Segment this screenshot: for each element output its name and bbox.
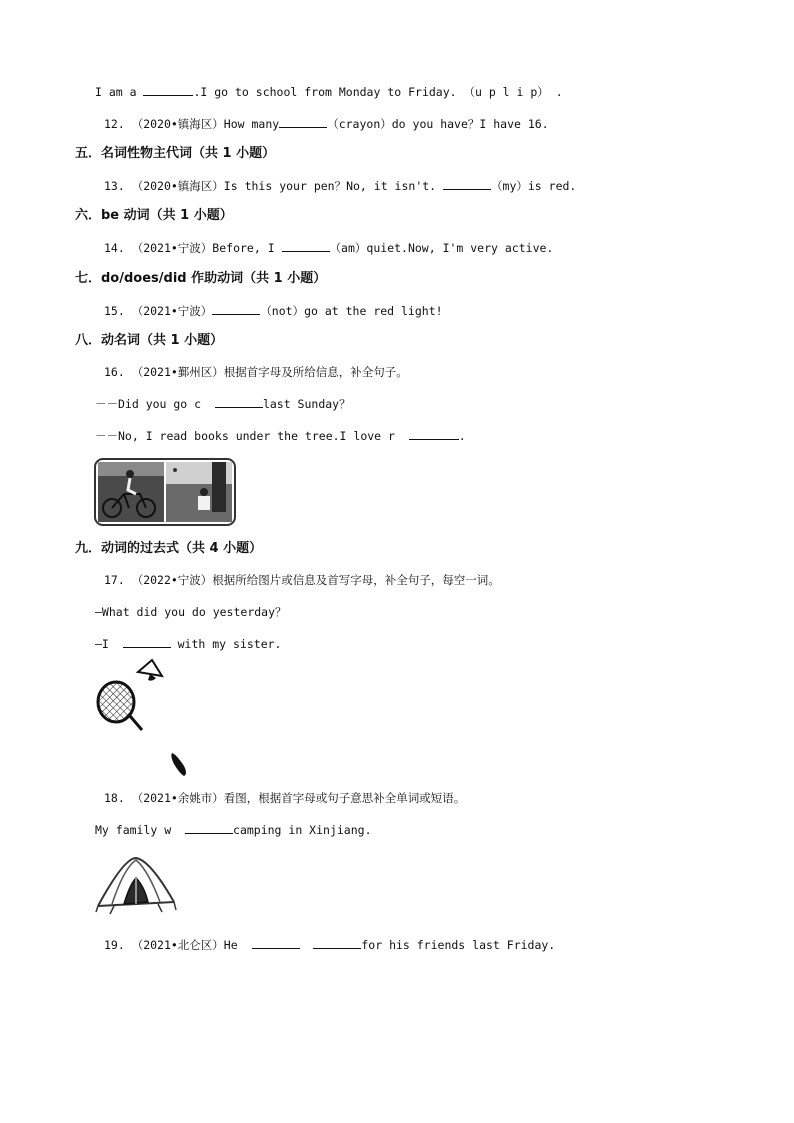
answer-blank[interactable] [313,937,361,949]
q16-question: －－Did you go c last Sunday？ [95,397,351,411]
q13-line: 13. （2020•镇海区）Is this your pen？No, it isn't. （my）is red. [104,179,577,193]
q17-line: 17. （2022•宁波）根据所给图片或信息及首写字母，补全句子，每空一词。 [104,573,500,587]
q15-line: 15. （2021•宁波） （not）go at the red light! [104,304,443,318]
tent-picture [94,854,178,916]
q12-line: 12. （2020•镇海区）How many （crayon）do you have？I have 16. [104,117,549,131]
answer-blank[interactable] [443,178,491,190]
section-6-heading: 六．be 动词（共 1 小题） [75,208,233,223]
answer-blank[interactable] [123,636,171,648]
answer-blank[interactable] [215,396,263,408]
q16-answer: －－No, I read books under the tree.I love r . [95,429,466,443]
q17-question: —What did you do yesterday？ [95,605,287,619]
answer-blank[interactable] [143,84,193,96]
answer-blank[interactable] [279,116,327,128]
cycling-reading-picture [94,458,236,526]
answer-blank[interactable] [409,428,459,440]
q18-answer: My family w camping in Xinjiang. [95,823,372,837]
q17-answer: —I with my sister. [95,637,282,651]
answer-blank[interactable] [212,303,260,315]
q16-line: 16. （2021•鄞州区）根据首字母及所给信息，补全句子。 [104,365,408,379]
q19-line: 19. （2021•北仑区）He for his friends last Friday. [104,938,556,952]
q11-line: I am a .I go to school from Monday to Friday. （u p l i p） . [95,85,563,99]
q14-line: 14. （2021•宁波）Before, I （am）quiet.Now, I'm very active. [104,241,554,255]
badminton-picture [92,658,202,783]
answer-blank[interactable] [185,822,233,834]
answer-blank[interactable] [252,937,300,949]
section-9-heading: 九．动词的过去式（共 4 小题） [75,541,263,556]
answer-blank[interactable] [282,240,330,252]
section-8-heading: 八．动名词（共 1 小题） [75,333,224,348]
q18-line: 18. （2021•余姚市）看图，根据首字母或句子意思补全单词或短语。 [104,791,466,805]
section-5-heading: 五．名词性物主代词（共 1 小题） [75,146,276,161]
section-7-heading: 七．do/does/did 作助动词（共 1 小题） [75,271,327,286]
